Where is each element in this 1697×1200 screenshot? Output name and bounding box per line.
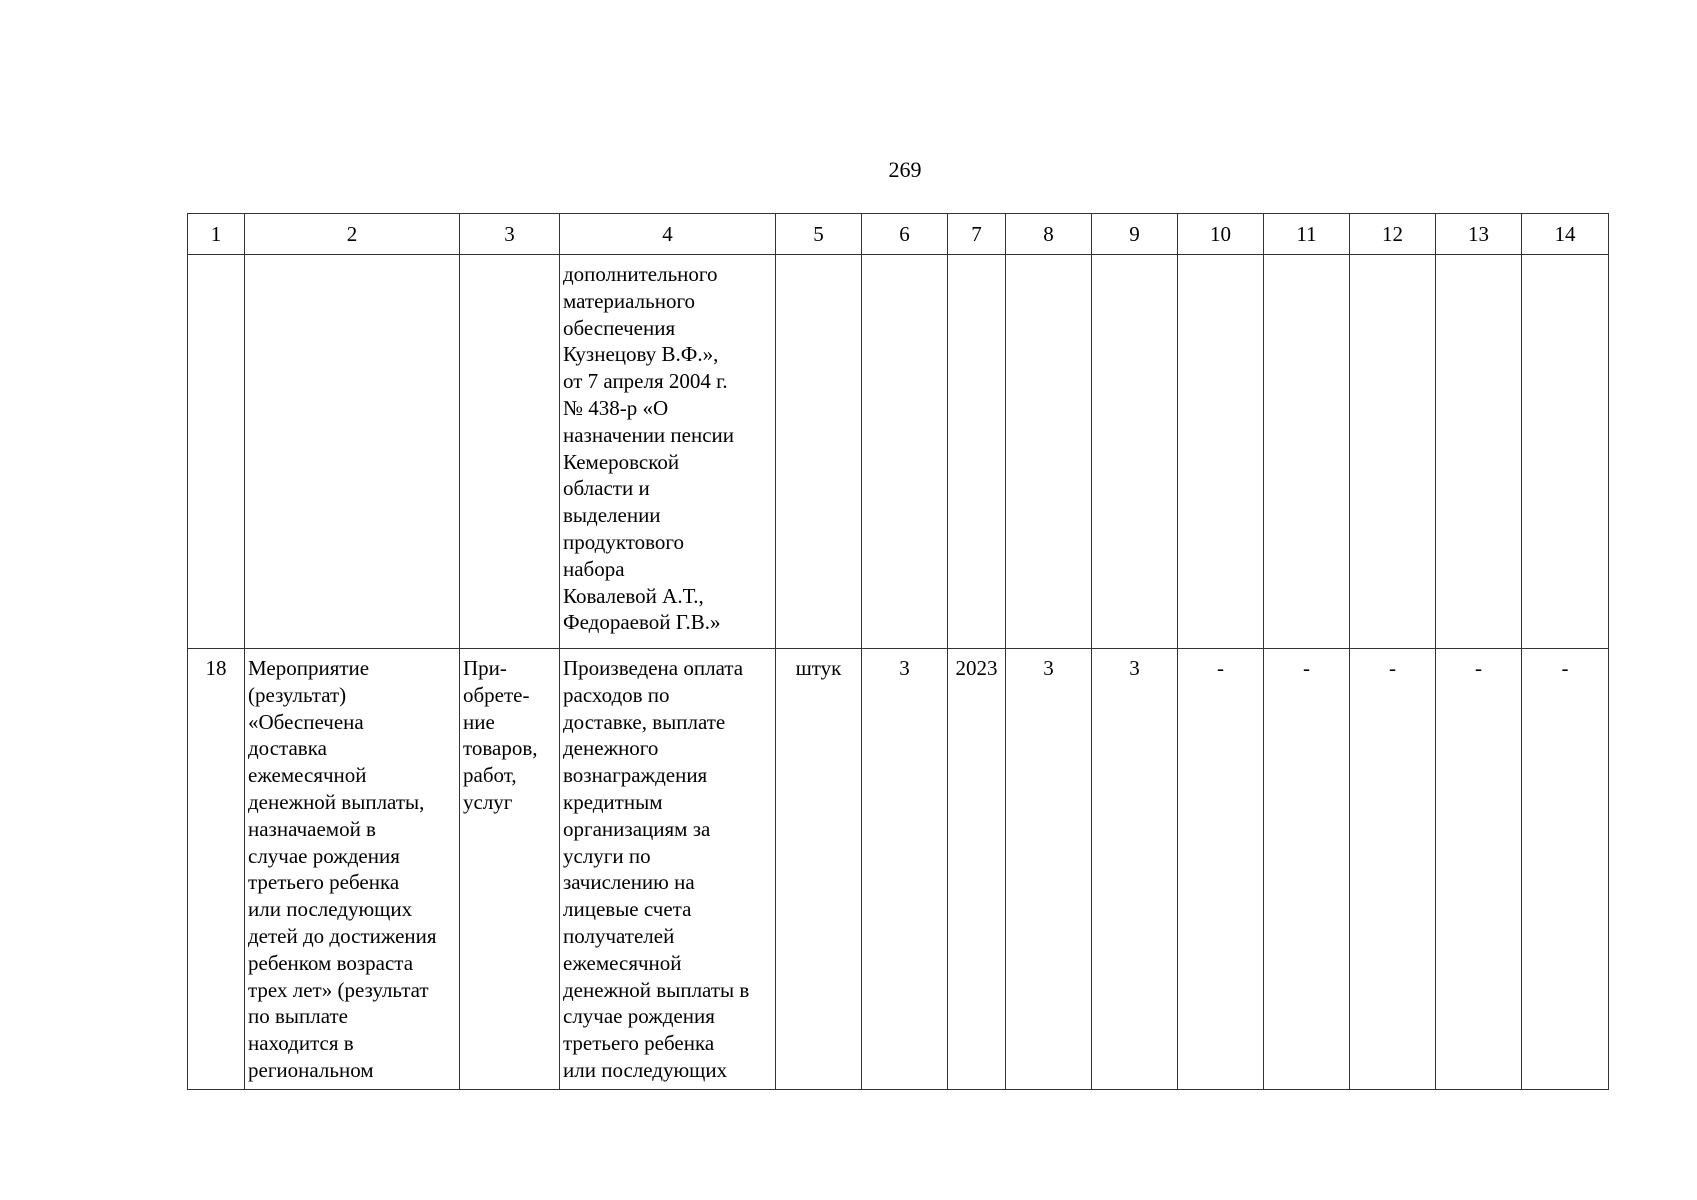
text-line: денежной выплаты в — [563, 977, 750, 1002]
text-line: Кемеровской — [563, 449, 680, 474]
text-line: «Обеспечена — [248, 709, 364, 734]
text-line: ежемесячной — [248, 763, 367, 788]
text-line: обеспечения — [563, 315, 676, 340]
text-line: региональном — [248, 1057, 374, 1082]
text-line: находится в — [248, 1031, 354, 1056]
cell-empty — [1522, 255, 1609, 649]
cell-measure-name — [245, 649, 460, 1090]
text-line: назначении пенсии — [563, 422, 735, 447]
cell-unit: штук — [776, 649, 862, 1090]
text-line: услуги по — [563, 843, 651, 868]
cell-col-6: 3 — [862, 649, 948, 1090]
text-line: организациям за — [563, 816, 711, 841]
text-line: доставка — [248, 736, 327, 761]
text-line: Ковалевой А.Т., — [563, 583, 704, 608]
cell-empty — [948, 255, 1006, 649]
text-line: третьего ребенка — [248, 870, 400, 895]
text-line: вознаграждения — [563, 763, 708, 788]
cell-year: 2023 — [948, 649, 1006, 1090]
text-line: кредитным — [563, 789, 663, 814]
header-col-8: 8 — [1006, 214, 1092, 255]
text-line: по выплате — [248, 1004, 349, 1029]
text-line: Кузнецову В.Ф.», — [563, 342, 719, 367]
cell-empty — [1092, 255, 1178, 649]
cell-empty — [1006, 255, 1092, 649]
cell-empty — [188, 255, 245, 649]
header-col-2: 2 — [245, 214, 460, 255]
header-col-10: 10 — [1178, 214, 1264, 255]
page-number: 269 — [888, 157, 922, 182]
cell-empty — [1436, 255, 1522, 649]
cell-empty — [1350, 255, 1436, 649]
text-line: № 438-р «О — [563, 395, 669, 420]
text-line: обрете- — [463, 682, 530, 707]
header-col-1: 1 — [188, 214, 245, 255]
header-col-5: 5 — [776, 214, 862, 255]
cell-row-number: 18 — [188, 649, 245, 1090]
text-line: лицевые счета — [563, 897, 692, 922]
table-row-continuation — [188, 255, 1609, 649]
cell-col-11: - — [1264, 649, 1350, 1090]
text-line: случае рождения — [563, 1004, 715, 1029]
text-line: При- — [463, 656, 507, 680]
text-line: или последующих — [248, 897, 413, 922]
cell-characteristic — [560, 649, 776, 1090]
text-line: ние — [463, 709, 495, 734]
cell-empty — [1264, 255, 1350, 649]
cell-col-9: 3 — [1092, 649, 1178, 1090]
header-col-13: 13 — [1436, 214, 1522, 255]
text-line: товаров, — [463, 736, 538, 761]
text-line: услуг — [463, 789, 513, 814]
text-line: от 7 апреля 2004 г. — [563, 369, 728, 394]
text-line: Произведена оплата — [563, 656, 744, 680]
text-line: набора — [563, 556, 625, 581]
header-col-12: 12 — [1350, 214, 1436, 255]
text-line: третьего ребенка — [563, 1031, 715, 1056]
text-line: случае рождения — [248, 843, 400, 868]
cell-empty — [862, 255, 948, 649]
header-col-14: 14 — [1522, 214, 1609, 255]
header-col-11: 11 — [1264, 214, 1350, 255]
text-line: ежемесячной — [563, 950, 682, 975]
text-line: назначаемой в — [248, 816, 376, 841]
text-line: денежного — [563, 736, 659, 761]
cell-empty — [776, 255, 862, 649]
text-line: детей до достижения — [248, 923, 437, 948]
text-line: или последующих — [563, 1057, 728, 1082]
header-col-9: 9 — [1092, 214, 1178, 255]
cell-col-12: - — [1350, 649, 1436, 1090]
text-line: получателей — [563, 923, 675, 948]
header-col-6: 6 — [862, 214, 948, 255]
cell-col-8: 3 — [1006, 649, 1092, 1090]
text-line: Федораевой Г.В.» — [563, 610, 721, 635]
cell-measure-type — [460, 649, 560, 1090]
table-header-row — [188, 214, 1609, 255]
cell-col-14: - — [1522, 649, 1609, 1090]
text-line: (результат) — [248, 682, 347, 707]
text-line: дополнительного — [563, 262, 718, 286]
text-line: трех лет» (результат — [248, 977, 429, 1002]
header-col-3: 3 — [460, 214, 560, 255]
cell-empty — [1178, 255, 1264, 649]
text-line: выделении — [563, 503, 661, 528]
header-col-4: 4 — [560, 214, 776, 255]
text-line: Мероприятие — [248, 656, 370, 680]
text-line: зачислению на — [563, 870, 695, 895]
text-line: материального — [563, 288, 696, 313]
cell-empty — [245, 255, 460, 649]
text-line: ребенком возраста — [248, 950, 414, 975]
table-row-18 — [188, 649, 1609, 1090]
text-line: области и — [563, 476, 650, 501]
cell-legal-basis — [560, 255, 776, 649]
text-line: продуктового — [563, 529, 685, 554]
text-line: доставке, выплате — [563, 709, 726, 734]
header-col-7: 7 — [948, 214, 1006, 255]
cell-empty — [460, 255, 560, 649]
cell-col-10: - — [1178, 649, 1264, 1090]
cell-col-13: - — [1436, 649, 1522, 1090]
text-line: денежной выплаты, — [248, 789, 425, 814]
text-line: работ, — [463, 763, 517, 788]
data-table — [187, 213, 1609, 1090]
text-line: расходов по — [563, 682, 670, 707]
